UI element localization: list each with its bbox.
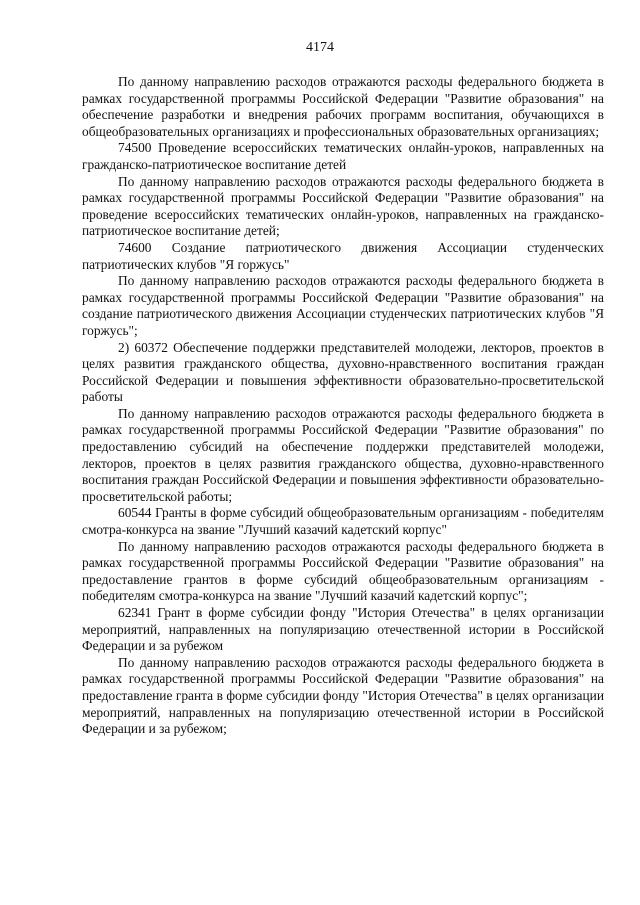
page-number: 4174 — [306, 40, 334, 55]
paragraph-2-heading-74500: 74500 Проведение всероссийских тематических онлайн-уроков, направленных на гражданско-патриотическое воспитание детей — [82, 140, 604, 172]
paragraph-11: По данному направлению расходов отражаются расходы федерального бюджета в рамках государственной программы Российской Федерации "Развитие образования" на предоставление гранта в форме субсидии фонду "История Отечества" в целях организации мероприятий, направленных на популяризацию отечественной истории в Российской Федерации и за рубежом; — [82, 654, 604, 737]
paragraph-3: По данному направлению расходов отражаются расходы федерального бюджета в рамках государственной программы Российской Федерации "Развитие образования" на проведение всероссийских тематических онлайн-уроков, направленных на гражданско-патриотическое воспитание детей; — [82, 173, 604, 239]
paragraph-5: По данному направлению расходов отражаются расходы федерального бюджета в рамках государственной программы Российской Федерации "Развитие образования" на создание патриотического движения Ассоциации студенческих патриотических клубов "Я горжусь"; — [82, 273, 604, 338]
paragraph-7: По данному направлению расходов отражаются расходы федерального бюджета в рамках государственной программы Российской Федерации "Развитие образования" по предоставлению субсидий на обеспечение поддержки представителей молодежи, лекторов, проектов в целях развития гражданского общества, духовно-нравственного воспитания граждан Российской Федерации и повышения эффективности образовательно-просветительской работы; — [82, 405, 604, 504]
paragraph-4-heading-74600: 74600 Создание патриотического движения Ассоциации студенческих патриотических клубов "Я горжусь" — [82, 239, 604, 272]
paragraph-9: По данному направлению расходов отражаются расходы федерального бюджета в рамках государственной программы Российской Федерации "Развитие образования" на предоставление грантов в форме субсидий общеобразовательным организациям - победителям смотра-конкурса на звание "Лучший казачий кадетский корпус"; — [82, 538, 604, 604]
paragraph-6-heading-60372: 2) 60372 Обеспечение поддержки представителей молодежи, лекторов, проектов в целях развития гражданского общества, духовно-нравственного воспитания граждан Российской Федерации и повышения эффективности образовательно-просветительской работы — [82, 339, 604, 405]
paragraph-1: По данному направлению расходов отражаются расходы федерального бюджета в рамках государственной программы Российской Федерации "Развитие образования" на обеспечение разработки и внедрения рабочих программ воспитания, обучающихся в общеобразовательных организациях и профессиональных образовательных организациях; — [82, 74, 604, 139]
document-body — [82, 74, 604, 738]
paragraph-8-heading-60544: 60544 Гранты в форме субсидий общеобразовательным организациям - победителям смотра-конкурса на звание "Лучший казачий кадетский корпус" — [82, 505, 604, 538]
paragraph-10-heading-62341: 62341 Грант в форме субсидии фонду "История Отечества" в целях организации мероприятий, направленных на популяризацию отечественной истории в Российской Федерации и за рубежом — [82, 605, 604, 654]
